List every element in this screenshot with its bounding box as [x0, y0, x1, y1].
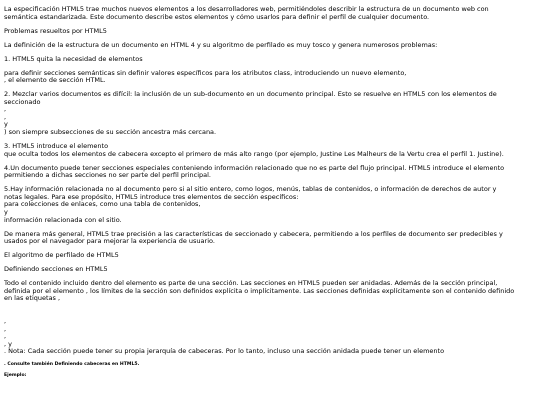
paragraph-intro [4, 6, 536, 21]
list-item-4 [4, 165, 536, 180]
text-line [4, 303, 536, 311]
text-line: , [4, 332, 7, 341]
paragraph [4, 280, 536, 356]
text-line: 2. Mezclar varios documentos es difícil: la inclusión de un sub-documento en un documento principal. Esto se resuelve en HTML5 con los elementos de [4, 90, 497, 99]
text-line: El algoritmo de perfilado de HTML5 [4, 251, 119, 260]
text-line: Definiendo secciones en HTML5 [4, 265, 108, 274]
text-line: ) son siempre subsecciones de su sección ancestra más cercana. [4, 128, 217, 137]
paragraph [4, 70, 536, 85]
list-item-1 [4, 56, 536, 64]
section-heading [4, 252, 536, 260]
text-line: y [4, 208, 8, 216]
see-also-note: . Consulte también Definiendo cabeceras en HTML5. [4, 362, 140, 368]
text-line: seccionado [4, 97, 41, 106]
list-item-5 [4, 186, 536, 224]
text-line: semántica estandarizada. Este documento describe estos elementos y cómo usarlos para definir el perfil de cualquier documento. [4, 12, 430, 21]
paragraph [4, 231, 536, 246]
text-line: La definición de la estructura de un documento en HTML 4 y su algoritmo de perfilado es muy tosco y genera numerosos problemas: [4, 40, 438, 49]
text-line: 3. HTML5 introduce el elemento [4, 142, 109, 151]
text-line: La especificación HTML5 trae muchos nuevos elementos a los desarrolladores web, permitiéndoles describir la estructura de un documento web con [4, 5, 489, 13]
text-line: , y [4, 339, 12, 348]
text-line: Problemas resueltos por HTML5 [4, 26, 107, 35]
text-line: para colecciones de enlaces, como una tabla de contenidos, [4, 200, 201, 209]
paragraph [4, 42, 536, 50]
list-item-3 [4, 143, 536, 158]
list-item-2 [4, 91, 536, 137]
text-line: definida por el elemento , los límites de la sección son definidos explícita o implícitamente. Las secciones definidas explícitamente son el contenido definido [4, 286, 515, 295]
text-line: 1. HTML5 quita la necesidad de elementos [4, 54, 143, 63]
text-line: , [4, 105, 7, 114]
section-heading [4, 28, 536, 36]
example-label: Ejemplo: [4, 373, 27, 379]
text-line [4, 311, 536, 319]
text-line: , [4, 317, 7, 326]
section-heading [4, 266, 536, 274]
text-line: 4.Un documento puede tener secciones especiales conteniendo información relacionado que no es parte del flujo principal. HTML5 introduce el elemento [4, 163, 505, 172]
text-line: notas legales. Para ese propósito, HTML5 introduce tres elementos de sección específicos: [4, 192, 299, 201]
text-line: para definir secciones semánticas sin definir valores específicos para los atributos class, introduciendo un nuevo elemento, [4, 68, 407, 77]
text-line: y [4, 120, 8, 129]
text-line: información relacionada con el sitio. [4, 215, 122, 224]
text-line: permitiendo a dichas secciones no ser parte del perfil principal. [4, 171, 211, 180]
text-line: . Nota: Cada sección puede tener su propia jerarquía de cabeceras. Por lo tanto, incluso una sección anidada puede tener un elemento [4, 347, 445, 356]
text-line: 5.Hay información relacionada no al documento pero si al sitio entero, como logos, menús, tablas de contenidos, o información de derechos de autor y [4, 185, 497, 194]
text-line: De manera más general, HTML5 trae precisión a las características de seccionado y cabecera, permitiendo a los perfiles de documento ser predecibles y [4, 229, 503, 238]
text-line: que oculta todos los elementos de cabecera excepto el primero de más alto rango (por ejemplo, Justine Les Malheurs de la Vertu crea el perfil 1. Justine). [4, 149, 504, 158]
text-line: en las etiquetas , [4, 294, 61, 303]
text-line: usados por el navegador para mejorar la experiencia de usuario. [4, 237, 215, 246]
text-line: , el elemento de sección HTML. [4, 76, 106, 85]
text-line: , [4, 324, 7, 333]
text-line: Todo el contenido incluido dentro del elemento es parte de una sección. Las secciones en HTML5 pueden ser anidadas. Además de la sección principal, [4, 279, 498, 288]
text-line: , [4, 112, 7, 121]
